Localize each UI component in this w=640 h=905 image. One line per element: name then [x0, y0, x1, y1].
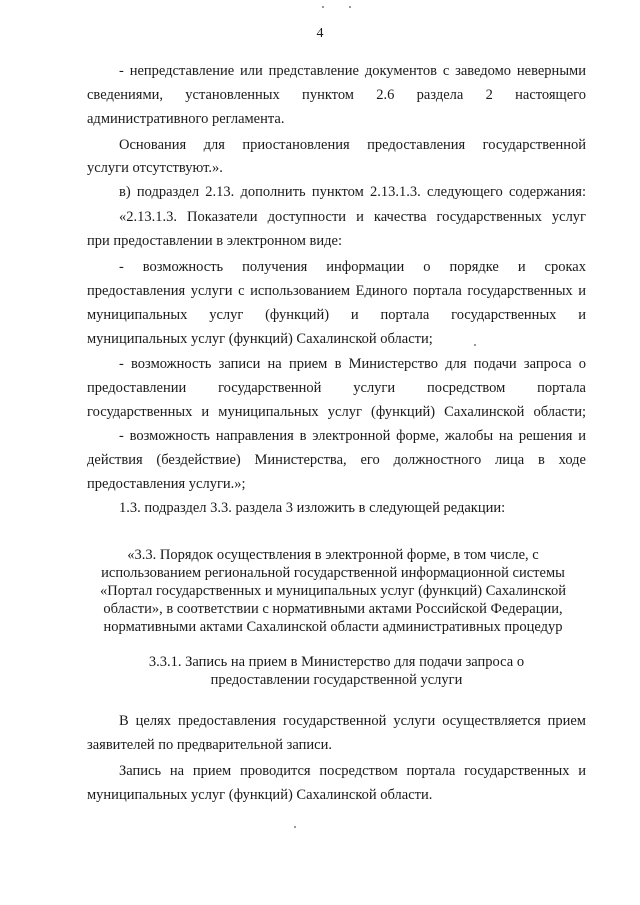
text-line: - непредставление или представление документов с заведомо неверными: [119, 63, 586, 79]
text-line: муниципальных услуг (функций) Сахалинской области.: [87, 787, 433, 803]
text-line: государственных и муниципальных услуг (функций) Сахалинской области;: [87, 404, 586, 420]
text-line: при предоставлении в электронном виде:: [87, 233, 342, 249]
scan-speck: [294, 826, 296, 828]
text-line: в) подраздел 2.13. дополнить пунктом 2.13.1.3. следующего содержания:: [119, 184, 586, 200]
scan-speck: [474, 344, 476, 346]
section-heading-line: использованием региональной государственной информационной системы: [101, 565, 565, 581]
section-heading-line: «Портал государственных и муниципальных услуг (функций) Сахалинской: [100, 583, 566, 599]
text-line: предоставлении государственной услуги посредством портала: [87, 380, 586, 396]
section-heading-line: нормативными актами Сахалинской области административных процедур: [103, 619, 563, 635]
text-line: сведениями, установленных пунктом 2.6 раздела 2 настоящего: [87, 87, 586, 103]
text-line: действия (бездействие) Министерства, его должностного лица в ходе: [87, 452, 586, 468]
text-line: предоставления услуги.»;: [87, 476, 246, 492]
text-line: муниципальных услуг (функций) и портала государственных и: [87, 307, 586, 323]
text-line: предоставления услуги с использованием Единого портала государственных и: [87, 283, 586, 299]
text-line: заявителей по предварительной записи.: [87, 737, 332, 753]
scan-speck: [349, 6, 351, 8]
text-line: услуги отсутствуют.».: [87, 160, 223, 176]
section-heading-line: области», в соответствии с нормативными актами Российской Федерации,: [103, 601, 563, 617]
text-line: административного регламента.: [87, 111, 285, 127]
text-line: 1.3. подраздел 3.3. раздела 3 изложить в следующей редакции:: [119, 500, 506, 516]
page-number: 4: [316, 26, 324, 41]
subsection-heading-line: предоставлении государственной услуги: [210, 672, 463, 688]
text-line: - возможность записи на прием в Министерство для подачи запроса о: [119, 356, 586, 372]
text-line: Основания для приостановления предоставления государственной: [119, 137, 586, 153]
text-line: - возможность получения информации о порядке и сроках: [119, 259, 586, 275]
text-line: В целях предоставления государственной услуги осуществляется прием: [119, 713, 586, 729]
subsection-heading-line: 3.3.1. Запись на прием в Министерство для подачи запроса о: [148, 654, 525, 670]
text-line: Запись на прием проводится посредством портала государственных и: [119, 763, 586, 779]
scan-speck: [322, 6, 324, 8]
text-line: - возможность направления в электронной форме, жалобы на решения и: [119, 428, 586, 444]
text-line: «2.13.1.3. Показатели доступности и качества государственных услуг: [119, 209, 586, 225]
section-heading-line: «3.3. Порядок осуществления в электронной форме, в том числе, с: [127, 547, 539, 563]
text-line: муниципальных услуг (функций) Сахалинской области;: [87, 331, 433, 347]
